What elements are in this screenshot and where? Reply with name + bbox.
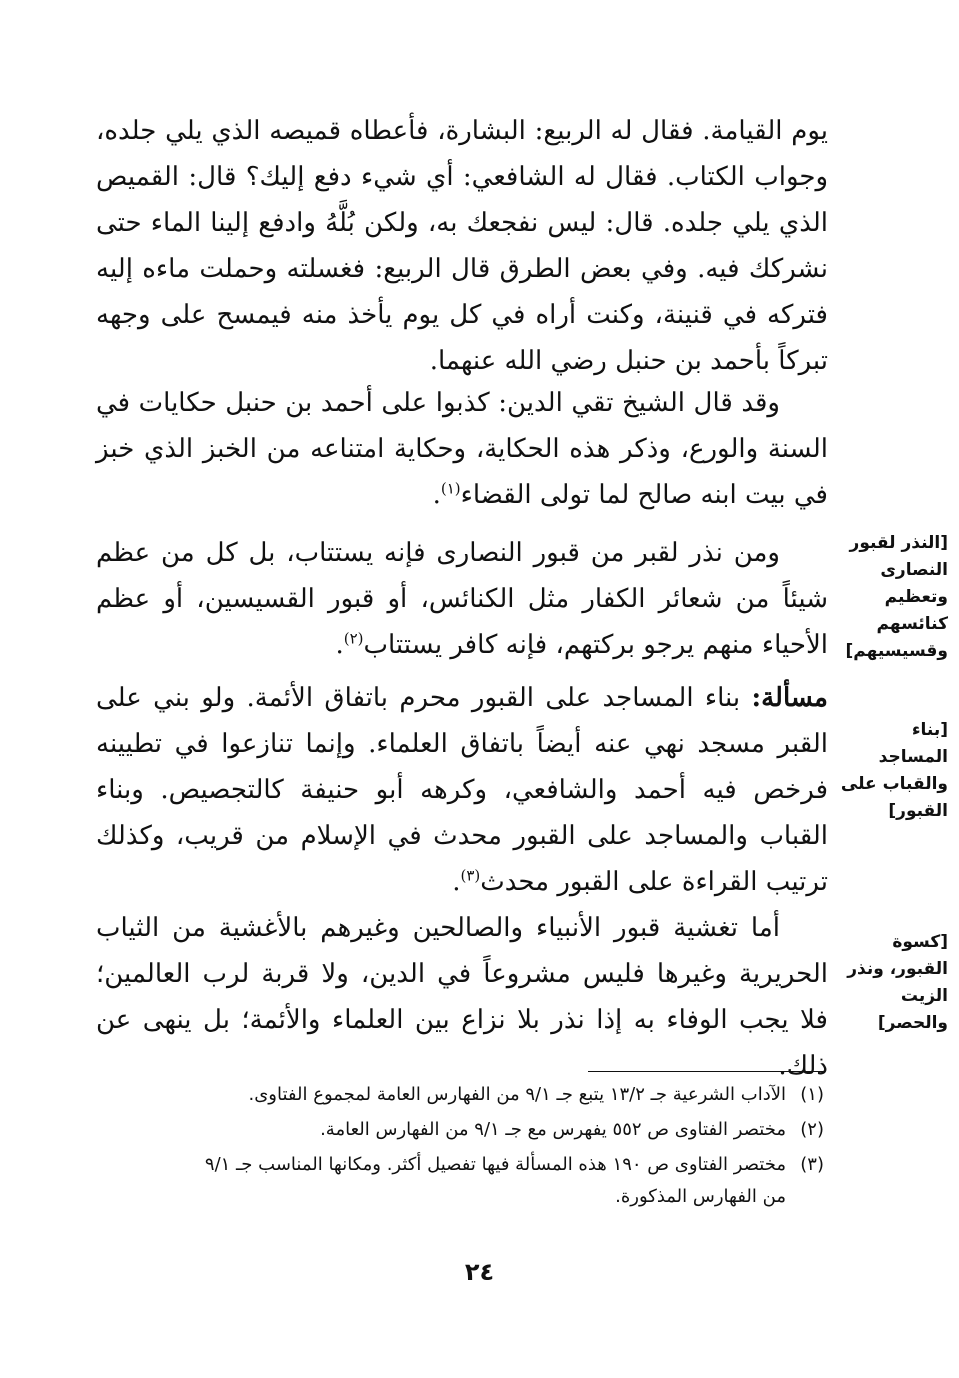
paragraph-taqi-al-din: وقد قال الشيخ تقي الدين: كذبوا على أحمد بن حنبل حكايات في السنة والورع، وذكر هذه الحكاية، وحكاية امتناعه من الخبز الذي خبز في بيت ابنه صالح لما تولى القضاء$^{(١)}$. — [96, 388, 828, 510]
paragraph-masjid-on-graves: مسألة: بناء المساجد على القبور محرم باتفاق الأئمة. ولو بني على القبر مسجد نهي عنه أيضاً باتفاق العلماء. وإنما تنازعوا في تطيينه فرخص فيه أحمد والشافعي، وكرهه أبو حنيفة كالتجصيص. وبناء القباب والمساجد على القبور محدث في الإسلام من قريب، وكذلك ترتيب القراءة على القبور محدث$^{(٣)}$. — [96, 683, 828, 897]
footnote-1-text: الآداب الشرعية جـ ١٣/٢ يتبع جـ ٩/١ من الفهارس العامة لمجموع الفتاوى. — [248, 1084, 786, 1105]
footnote-ref-1: (١) — [440, 479, 461, 498]
footnote-2-text: مختصر الفتاوى ص ٥٥٢ يفهرس مع جـ ٩/١ من الفهارس العامة. — [320, 1119, 786, 1140]
footnote-ref-3: (٣) — [460, 866, 481, 885]
page-number: ٢٤ — [464, 1258, 495, 1286]
margin-note-vow-christian-graves: [النذر لقبور النصارى وتعظيم كنائسهم وقسيسيهم] — [845, 533, 948, 661]
footnote-ref-2: (٢) — [343, 629, 364, 648]
footnote-3-number: (٣) — [800, 1154, 824, 1175]
issue-label: مسألة: — [751, 683, 828, 713]
footnote-2 — [120, 1114, 824, 1146]
footnote-1 — [120, 1079, 824, 1111]
paragraph-vow-text: ومن نذر لقبر من قبور النصارى فإنه يستتاب، بل كل من عظم شيئاً من شعائر الكفار مثل الكنائس، أو قبور القسيسين، أو عظم الأحياء منهم يرجو بركتهم، فإنه كافر يستتاب — [96, 538, 828, 660]
paragraph-taqi-al-din-text: وقد قال الشيخ تقي الدين: كذبوا على أحمد بن حنبل حكايات في السنة والورع، وذكر هذه الحكاية، وحكاية امتناعه من الخبز الذي خبز في بيت ابنه صالح لما تولى القضاء — [96, 388, 828, 510]
footnote-1-number: (١) — [800, 1084, 824, 1105]
footnote-3-text: مختصر الفتاوى ص ١٩٠ هذه المسألة فيها تفصيل أكثر. ومكانها المناسب جـ ٩/١ — [204, 1154, 786, 1175]
paragraph-vow-christian-graves: ومن نذر لقبر من قبور النصارى فإنه يستتاب، بل كل من عظم شيئاً من شعائر الكفار مثل الكنائس، أو قبور القسيسين، أو عظم الأحياء منهم يرجو بركتهم، فإنه كافر يستتاب$^{(٢)}$. — [96, 538, 828, 660]
margin-note-covering-graves: [كسوة القبور، ونذر الزيت والحصر] — [847, 932, 948, 1033]
paragraph-masjid-text: بناء المساجد على القبور محرم باتفاق الأئمة. ولو بني على القبر مسجد نهي عنه أيضاً باتفاق العلماء. وإنما تنازعوا في تطيينه فرخص فيه أحمد والشافعي، وكرهه أبو حنيفة كالتجصيص. وبناء القباب والمساجد على القبور محدث في الإسلام من قريب، وكذلك ترتيب القراءة على القبور محدث — [96, 683, 828, 897]
paragraph-covering-graves: أما تغشية قبور الأنبياء والصالحين وغيرهم بالأغشية من الثياب الحريرية وغيرها فليس مشروعاً في الدين، ولا قربة لرب العالمين؛ فلا يجب الوفاء به إذا نذر بلا نزاع بين العلماء والأئمة؛ بل ينهى عن ذلك. — [96, 913, 828, 1081]
footnote-3-line-2: من الفهارس المذكورة. — [615, 1186, 786, 1207]
footnote-separator — [588, 1071, 824, 1072]
margin-note-building-over-graves: [بناء المساجد والقباب على القبور] — [840, 720, 948, 821]
footnote-3 — [100, 1149, 824, 1213]
footnote-2-number: (٢) — [800, 1119, 824, 1140]
paragraph-rabi-story: يوم القيامة. فقال له الربيع: البشارة، فأعطاه قميصه الذي يلي جلده، وجواب الكتاب. فقال له الشافعي: أي شيء دفع إليك؟ قال: القميص الذي يلي جلده. قال: ليس نفجعك به، ولكن بُلَّهُ وادفع إلينا الماء حتى نشركك فيه. وفي بعض الطرق قال الربيع: فغسلته وحملت ماءه إليه فتركه في قنينة، وكنت أراه في كل يوم يأخذ منه فيمسح على وجهه تبركاً بأحمد بن حنبل رضي الله عنهما. — [96, 116, 828, 376]
footnote-3-line-1 — [100, 1149, 824, 1181]
